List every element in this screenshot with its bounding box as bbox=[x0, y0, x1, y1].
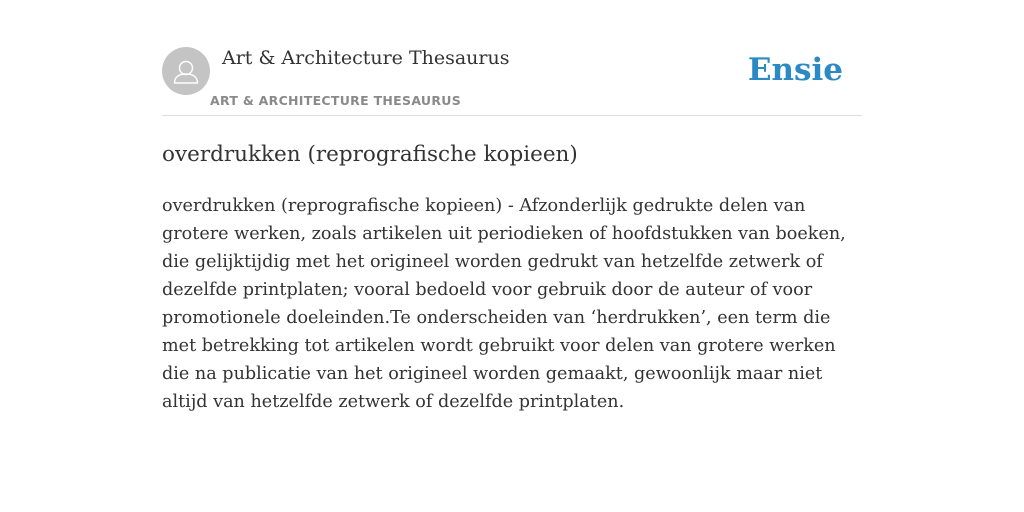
entry-title: overdrukken (reprografische kopieen) bbox=[162, 142, 578, 167]
source-header bbox=[162, 0, 862, 116]
source-subtitle: ART & ARCHITECTURE THESAURUS bbox=[210, 93, 462, 108]
avatar[interactable] bbox=[162, 47, 210, 95]
brand-logo[interactable]: Ensie bbox=[747, 52, 843, 88]
user-silhouette-icon bbox=[162, 47, 210, 95]
page-container bbox=[162, 0, 862, 412]
entry-definition: overdrukken (reprografische kopieen) - Afzonderlijk gedrukte delen van grotere werken, zoals artikelen uit periodieken of hoofdstukken van boeken, die gelijktijdig met het origineel worden gedrukt van hetzelfde zetwerk of dezelfde printplaten; vooral bedoeld voor gebruik door de auteur of voor promotionele doeleinden.Te onderscheiden van ‘herdrukken’, een term die met betrekking tot artikelen wordt gebruikt voor delen van grotere werken die na publicatie van het origineel worden gemaakt, gewoonlijk maar niet altijd van hetzelfde zetwerk of dezelfde printplaten. bbox=[162, 196, 846, 412]
source-title-link[interactable]: Art & Architecture Thesaurus bbox=[222, 47, 510, 69]
